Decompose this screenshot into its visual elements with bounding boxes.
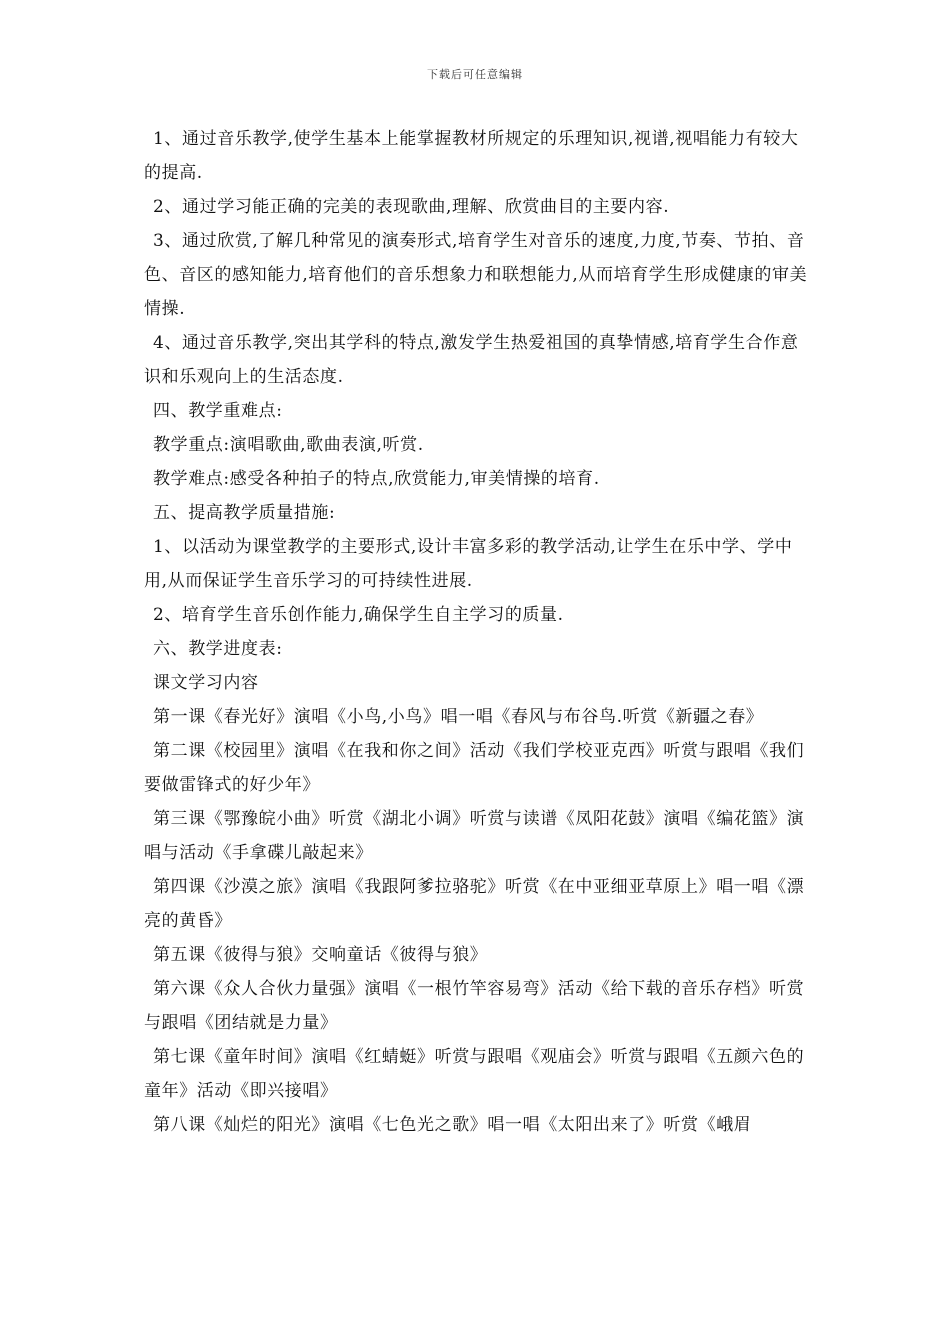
lesson-4: 第四课《沙漠之旅》演唱《我跟阿爹拉骆驼》听赏《在中亚细亚草原上》唱一唱《漂亮的黄昏》 [144, 877, 805, 931]
goal-3: 3、通过欣赏,了解几种常见的演奏形式,培育学生对音乐的速度,力度,节奏、节拍、音色、音区的感知能力,培育他们的音乐想象力和联想能力,从而培育学生形成健康的审美情操. [144, 231, 808, 319]
goal-2: 2、通过学习能正确的完美的表现歌曲,理解、欣赏曲目的主要内容. [153, 197, 670, 217]
lesson-3: 第三课《鄂豫皖小曲》听赏《湖北小调》听赏与读谱《凤阳花鼓》演唱《编花篮》演唱与活动《手拿碟儿敲起来》 [144, 809, 805, 863]
difficult-point: 教学难点:感受各种拍子的特点,欣赏能力,审美情操的培育. [153, 469, 600, 489]
key-point: 教学重点:演唱歌曲,歌曲表演,听赏. [153, 435, 424, 455]
measure-1: 1、以活动为课堂教学的主要形式,设计丰富多彩的教学活动,让学生在乐中学、学中用,从而保证学生音乐学习的可持续性进展. [144, 537, 793, 591]
section-heading-key-points: 四、教学重难点: [153, 401, 283, 421]
goal-1: 1、通过音乐教学,使学生基本上能掌握教材所规定的乐理知识,视谱,视唱能力有较大的提高. [144, 129, 799, 183]
lesson-6: 第六课《众人合伙力量强》演唱《一根竹竿容易弯》活动《给下载的音乐存档》听赏与跟唱《团结就是力量》 [144, 979, 805, 1033]
lesson-2: 第二课《校园里》演唱《在我和你之间》活动《我们学校亚克西》听赏与跟唱《我们要做雷锋式的好少年》 [144, 741, 805, 795]
lesson-7: 第七课《童年时间》演唱《红蜻蜓》听赏与跟唱《观庙会》听赏与跟唱《五颜六色的童年》活动《即兴接唱》 [144, 1047, 805, 1101]
lesson-1: 第一课《春光好》演唱《小鸟,小鸟》唱一唱《春风与布谷鸟.听赏《新疆之春》 [153, 707, 764, 727]
lesson-5: 第五课《彼得与狼》交响童话《彼得与狼》 [153, 945, 488, 965]
schedule-caption: 课文学习内容 [153, 673, 259, 693]
lesson-8: 第八课《灿烂的阳光》演唱《七色光之歌》唱一唱《太阳出来了》听赏《峨眉 [153, 1115, 752, 1135]
document-body [144, 122, 812, 1142]
measure-2: 2、培育学生音乐创作能力,确保学生自主学习的质量. [153, 605, 564, 625]
goal-4: 4、通过音乐教学,突出其学科的特点,激发学生热爱祖国的真挚情感,培育学生合作意识和乐观向上的生活态度. [144, 333, 799, 387]
header-note: 下载后可任意编辑 [427, 68, 523, 81]
section-heading-measures: 五、提高教学质量措施: [153, 503, 336, 523]
section-heading-schedule: 六、教学进度表: [153, 639, 283, 659]
